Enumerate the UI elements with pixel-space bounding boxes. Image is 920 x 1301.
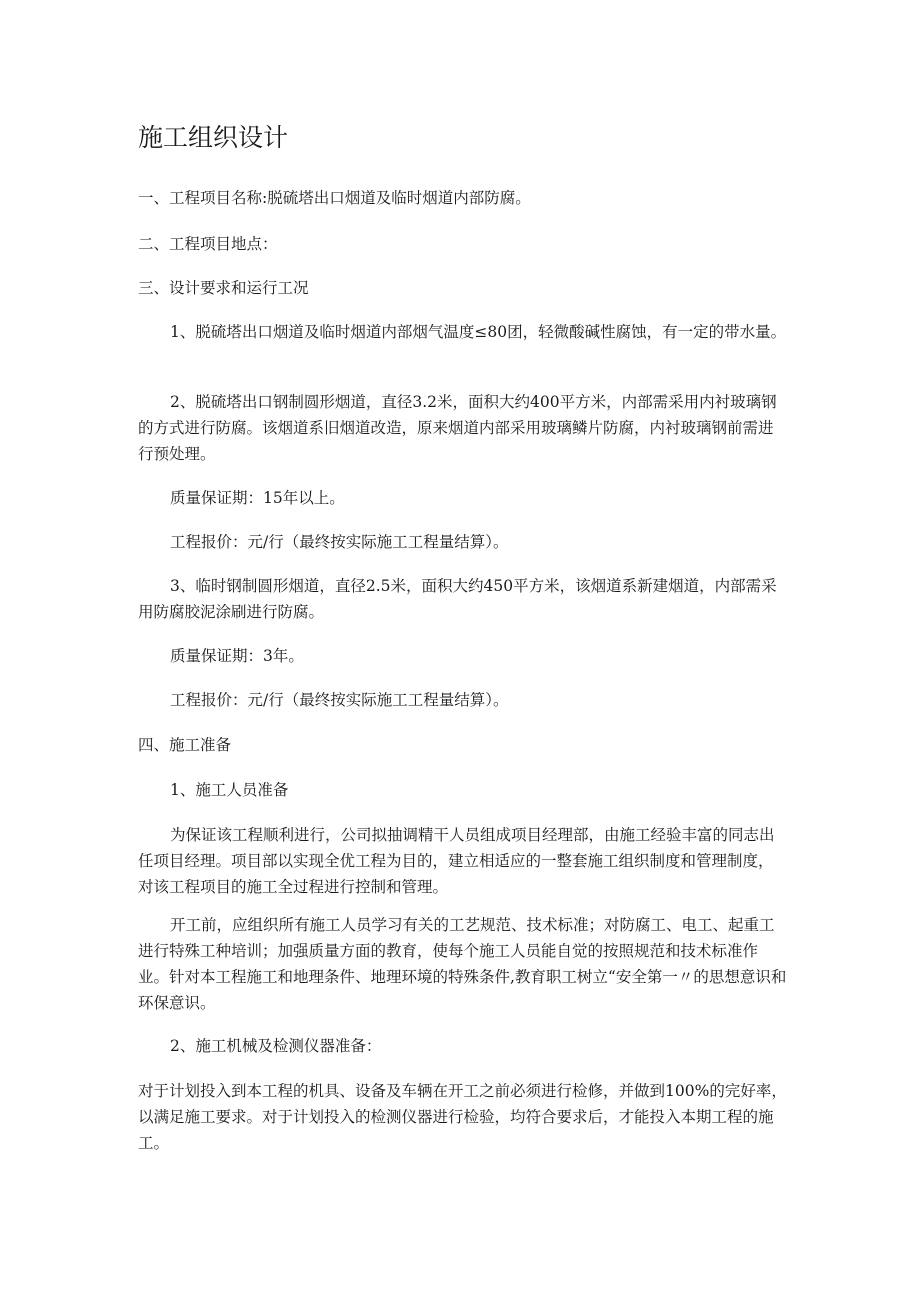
section-3-heading: 三、设计要求和运行工况 (138, 279, 309, 297)
section-4-subheading-2: 2、施工机械及检测仪器准备： (170, 1037, 382, 1055)
warranty-period-1: 质量保证期：15年以上。 (170, 489, 345, 507)
document-title: 施工组织设计 (138, 123, 289, 152)
quotation-1: 工程报价：元/行（最终按实际施工工程量结算）。 (170, 533, 509, 551)
section-2-heading: 二、工程项目地点： (138, 235, 278, 253)
section-4-paragraph-2: 开工前，应组织所有施工人员学习有关的工艺规范、技术标准；对防腐工、电工、起重工进行特殊工种培训；加强质量方面的教育，使每个施工人员能自觉的按照规范和技术标准作业。针对本工程施工和地理条件、地理环境的特殊条件,教育职工树立“安全第一〃的思想意识和环保意识。 (138, 916, 787, 1012)
warranty-period-2: 质量保证期：3年。 (170, 647, 304, 665)
section-4-heading: 四、施工准备 (138, 736, 232, 754)
section-1-heading: 一、工程项目名称:脱硫塔出口烟道及临时烟道内部防腐。 (138, 189, 531, 207)
quotation-2: 工程报价：元/行（最终按实际施工工程量结算）。 (170, 691, 509, 709)
section-4-paragraph-3: 对于计划投入到本工程的机具、设备及车辆在开工之前必须进行检修，并做到100%的完好率，以满足施工要求。对于计划投入的检测仪器进行检验，均符合要求后，才能投入本期工程的施工。 (138, 1082, 787, 1152)
section-4-paragraph-1: 为保证该工程顺利进行，公司拟抽调精干人员组成项目经理部，由施工经验丰富的同志出任项目经理。项目部以实现全优工程为目的，建立相适应的一整套施工组织制度和管理制度，对该工程项目的施工全过程进行控制和管理。 (138, 826, 775, 896)
section-3-paragraph-1: 1、脱硫塔出口烟道及临时烟道内部烟气温度≤80团，轻微酸碱性腐蚀，有一定的带水量。 (170, 323, 787, 341)
section-4-subheading-1: 1、施工人员准备 (170, 781, 289, 799)
section-3-paragraph-3: 3、临时钢制圆形烟道，直径2.5米，面积大约450平方米，该烟道系新建烟道，内部需采用防腐胶泥涂刷进行防腐。 (138, 577, 777, 621)
section-3-paragraph-2: 2、脱硫塔出口钢制圆形烟道，直径3.2米，面积大约400平方米，内部需采用内衬玻璃钢的方式进行防腐。该烟道系旧烟道改造，原来烟道内部采用玻璃鳞片防腐，内衬玻璃钢前需进行预处理。 (138, 393, 777, 463)
